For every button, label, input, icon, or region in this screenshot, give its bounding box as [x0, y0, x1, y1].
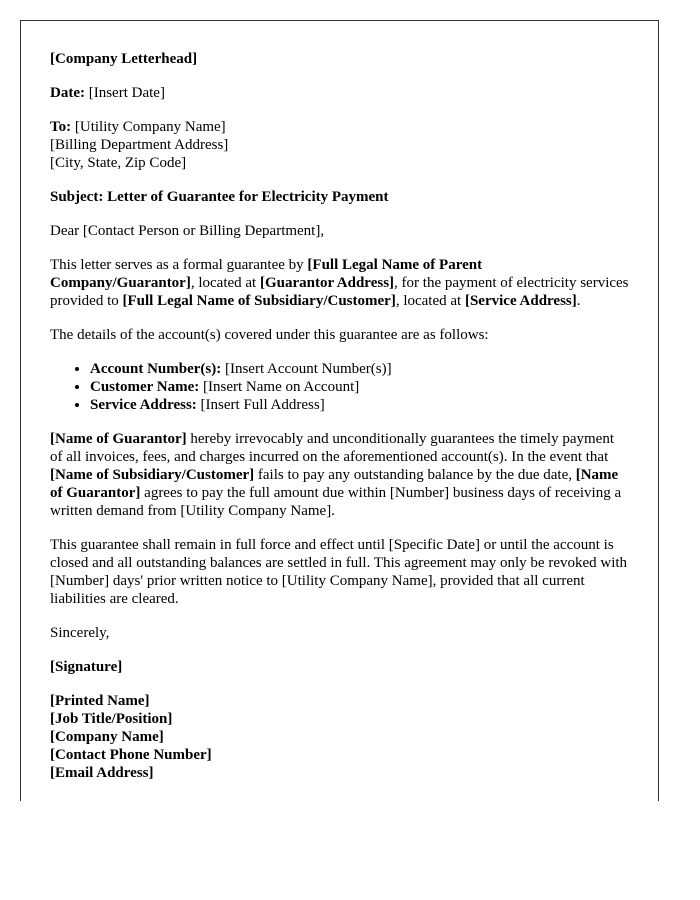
item-label: Account Number(s): — [90, 361, 222, 377]
intro-text: , located at — [190, 275, 260, 291]
guarantee-text: agrees to pay the full amount due within [Number] business days of receiving a written demand from [Utility Company Name]. — [50, 485, 622, 519]
guarantor-name: [Name of Guarantor] — [50, 431, 187, 447]
salutation: Dear [Contact Person or Billing Department], — [50, 223, 325, 239]
item-value: [Insert Name on Account] — [199, 379, 360, 395]
guarantor-name: [Full Legal Name of Parent Company/Guarantor] — [50, 257, 483, 291]
guarantee-paragraph — [50, 430, 629, 520]
date-label: Date: — [50, 85, 85, 101]
signature-line — [50, 658, 629, 676]
date-line — [50, 84, 629, 102]
intro-text: This letter serves as a formal guarantee by — [50, 257, 308, 273]
printed-name: [Printed Name] — [50, 693, 150, 709]
guarantor-name: [Name of Guarantor] — [50, 467, 619, 501]
item-value: [Insert Full Address] — [196, 397, 325, 413]
item-label: Customer Name: — [90, 379, 200, 395]
intro-text: , for the payment of electricity services provided to — [50, 275, 629, 309]
list-item — [90, 360, 629, 378]
signoff-block — [50, 692, 629, 782]
job-title: [Job Title/Position] — [50, 711, 173, 727]
intro-text: , located at — [395, 293, 465, 309]
intro-text: . — [576, 293, 581, 309]
guarantee-text: fails to pay any outstanding balance by the due date, — [254, 467, 576, 483]
letterhead — [50, 50, 629, 68]
company-name: [Company Name] — [50, 729, 164, 745]
account-details-list — [50, 360, 629, 414]
subject-line — [50, 188, 629, 206]
customer-name: [Name of Subsidiary/Customer] — [50, 467, 255, 483]
list-item — [90, 396, 629, 414]
customer-name: [Full Legal Name of Subsidiary/Customer] — [122, 293, 396, 309]
email-address: [Email Address] — [50, 765, 154, 781]
guarantor-address: [Guarantor Address] — [259, 275, 395, 291]
date-value: [Insert Date] — [84, 85, 165, 101]
guarantee-text: hereby irrevocably and unconditionally guarantees the timely payment of all invoices, fees, and charges incurred on the aforementioned account(s). In the event that — [50, 431, 614, 465]
contact-phone: [Contact Phone Number] — [50, 747, 212, 763]
to-label: To: — [50, 119, 72, 135]
item-value: [Insert Account Number(s)] — [221, 361, 392, 377]
details-intro: The details of the account(s) covered under this guarantee are as follows: — [50, 327, 489, 343]
letter-document — [20, 20, 659, 801]
recipient-name: [Utility Company Name] — [71, 119, 226, 135]
subject-text: Subject: Letter of Guarantee for Electricity Payment — [50, 189, 389, 205]
recipient-block — [50, 118, 629, 172]
closing: Sincerely, — [50, 625, 110, 641]
term-paragraph: This guarantee shall remain in full force and effect until [Specific Date] or until the account is closed and all outstanding balances are settled in full. This agreement may only be revoked with [Number] days' prior written notice to [Utility Company Name], provided that all current liabilities are cleared. — [50, 537, 628, 607]
recipient-address: [Billing Department Address] — [50, 137, 229, 153]
letterhead-text: [Company Letterhead] — [50, 51, 198, 67]
item-label: Service Address: — [90, 397, 197, 413]
signature-placeholder: [Signature] — [50, 659, 123, 675]
intro-paragraph — [50, 256, 629, 310]
service-address: [Service Address] — [464, 293, 577, 309]
list-item — [90, 378, 629, 396]
recipient-city: [City, State, Zip Code] — [50, 155, 187, 171]
